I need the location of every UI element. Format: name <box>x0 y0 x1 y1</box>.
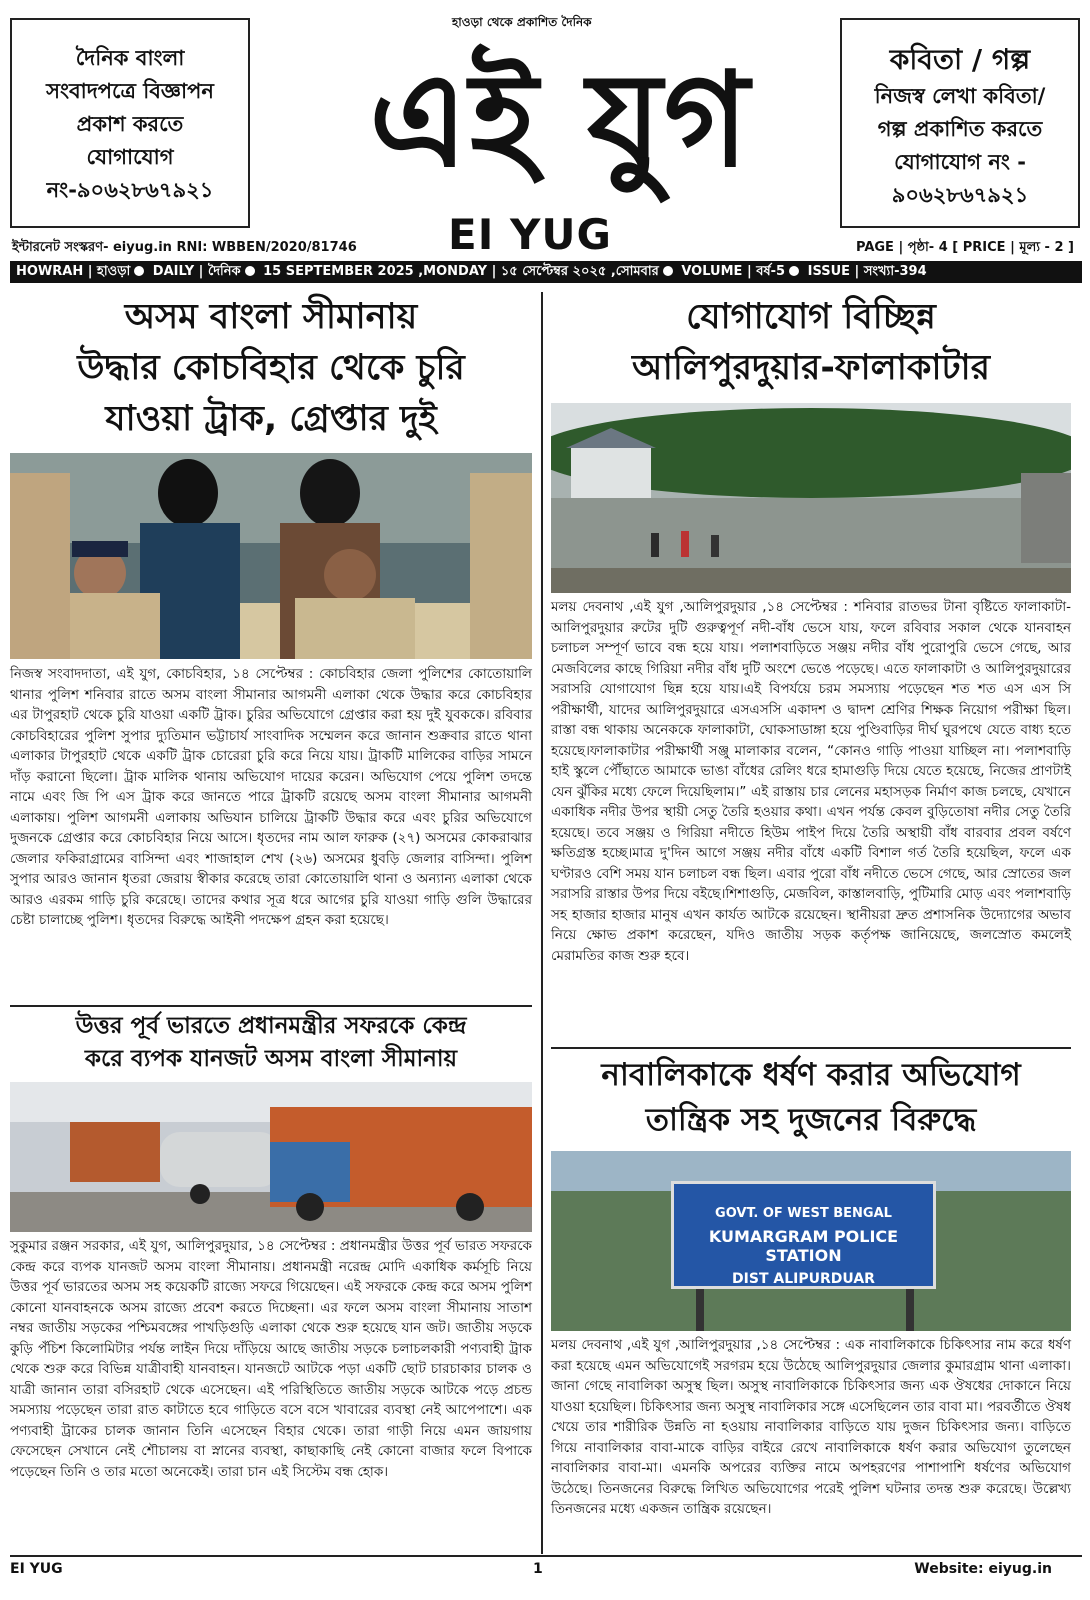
ad-line: নিজস্ব লেখা কবিতা/ <box>874 84 1046 108</box>
headline-line: তান্ত্রিক সহ দুজনের বিরুদ্ধে <box>645 1102 977 1138</box>
info-date: 15 SEPTEMBER 2025 ,MONDAY | ১৫ সেপ্টেম্বর ২০২৫ ,সোমবার <box>263 264 659 279</box>
masthead-english-title: EI YUG <box>448 210 612 259</box>
article-body: মলয় দেবনাথ ,এই যুগ ,আলিপুরদুয়ার ,১৪ সেপ্টেম্বর : এক নাবালিকাকে চিকিৎসার নাম করে ধর্ষণ করা হয়েছে এমন অভিযোগেই সরগরম হয়ে উঠেছে আলিপুরদুয়ার জেলার কুমারগ্রাম থানা এলাকা। জানা গেছে নাবালিকা অসুস্থ ছিল। অসুস্থ নাবালিকাকে চিকিৎসার জন্য এক ঔষধের দোকানে নিয়ে যাওয়া হয়েছিল। চিকিৎসার জন্য অসুস্থ নাবালিকার সঙ্গে এসেছিলেন তার বাবা মা। পরবর্তীতে ঔষধ খেয়ে তার শারীরিক উন্নতি না হওয়ায় নাবালিকার বাড়িতে যায় দুজন চিকিৎসার জন্য। বাড়িতে গিয়ে নাবালিকার বাবা-মাকে বাড়ির বাইরে রেখে নাবালিকাকে ধর্ষণ করার অভিযোগ তুলেছেন নাবালিকার বাবা-মা। এমনকি অপরের ব্যক্তির নামে অপহরণের পাশাপাশি ধর্ষণের অভিযোগ উঠেছে। তিনজনের বিরুদ্ধে লিখিত অভিযোগের পরেই পুলিশ ঘটনার তদন্ত শুরু করেছে। উল্লেখ্য তিনজনের মধ্যে একজন তান্ত্রিক রয়েছেন। <box>551 1337 1071 1517</box>
ad-right-title: কবিতা / গল্প <box>889 43 1031 76</box>
headline-line: উত্তর পূর্ব ভারতে প্রধানমন্ত্রীর সফরকে কেন্দ্র <box>75 1013 467 1039</box>
article-minor-assault <box>551 1053 1071 1520</box>
ad-line: যোগাযোগ নং - <box>894 150 1026 174</box>
article-body: নিজস্ব সংবাদদাতা, এই যুগ, কোচবিহার, ১৪ সেপ্টেম্বর : কোচবিহার জেলা পুলিশের কোতোয়ালি থানার পুলিশ শনিবার রাতে অসম বাংলা সীমানার আগমনী এলাকা থেকে উদ্ধার করে কোচবিহার এর টাপুরহাট থেকে চুরি যাওয়া একটি ট্রাক। চুরির অভিযোগে গ্রেপ্তার করা হয় দুই যুবককে। রবিবার কোচবিহারের পুলিশ সুপার দ্যুতিমান ভট্টাচার্য সাংবাদিক সম্মেলন করে জানান শুক্রবার রাতে থানা এলাকার টাপুরহাট থেকে একটি ট্রাক চোরেরা চুরি করে নিয়ে যায়। ট্রাকটি মালিকের বাড়ির সামনে দাঁড় করানো ছিলো। ট্রাক মালিক থানায় অভিযোগ দায়ের করেন। অভিযোগ পেয়ে পুলিশ তদন্তে নামে এবং জি পি এস ট্রাক করে জানতে পারে ট্রাকটি রয়েছে অসম বাংলা সীমানার আগমনী এলাকায়। পুলিশ আগমনী এলাকায় অভিযান চালিয়ে ট্রাকটি উদ্ধার করে এবং চুরির অভিযোগে দুজনকে গ্রেপ্তার করে কোচবিহার নিয়ে আসে। ধৃতদের নাম আল ফারুক (২৭) অসমের কোকরাঝার জেলার ফকিরাগ্রামের বাসিন্দা এবং শাজাহাল শেখ (২৬) অসমের ধুবড়ি জেলার বাসিন্দা। পুলিশ সুপার আরও জানান ধৃতরা জেরায় স্বীকার করেছে তারা কোতোয়ালি থানা ও অন্যান্য এলাকা থেকে আরও এরকম গাড়ি চুরি করেছে। তাদের কথার সূত্র ধরে আগের চুরি যাওয়া গাড়ি গুলি উদ্ধারের চেষ্টা চালাচ্ছে পুলিশ। ধৃতদের বিরুদ্ধে আইনী পদক্ষেপ গ্রহন করা হয়েছে। <box>10 666 532 928</box>
ad-line: ৯০৬২৮৬৭৯২১ <box>891 183 1029 207</box>
headline-line: নাবালিকাকে ধর্ষণ করার অভিযোগ <box>601 1057 1021 1093</box>
article-photo-police-station-sign <box>551 1151 1071 1331</box>
article-photo-flooded-road <box>551 403 1071 593</box>
masthead-tagline: হাওড়া থেকে প্রকাশিত দৈনিক <box>452 15 592 29</box>
internet-edition: ইন্টারনেট সংস্করণ- eiyug.in RNI: WBBEN/2020/81746 <box>12 240 357 255</box>
article-headline <box>10 1010 532 1076</box>
footer-website: Website: eiyug.in <box>914 1561 1052 1577</box>
bullet-icon <box>134 266 144 276</box>
article-body: সুকুমার রঞ্জন সরকার, এই যুগ, আলিপুরদুয়ার, ১৪ সেপ্টেম্বর : প্রধানমন্ত্রীর উত্তর পূর্ব ভারত সফরকে কেন্দ্র করে ব্যপক যানজট অসম বাংলা সীমানায়। প্রধানমন্ত্রী নরেন্দ্র মোদি একাধিক কর্মসূচি নিয়ে উত্তর পূর্ব ভারতের অসম সহ কয়েকটি রাজ্যে সফরে গিয়েছেন। এই সফরকে কেন্দ্র করে অসম পুলিশ কোনো যানবাহনকে অসম রাজ্যে প্রবেশ করতে দিচ্ছেনা। এর ফলে অসম বাংলা সীমানায় সাতাশ নম্বর জাতীয় সড়কের পশ্চিমবঙ্গের পাখড়িগুড়ি এলাকা থেকে শুরু হয়েছে যান জট। জাতীয় সড়কে কুড়ি পঁচিশ কিলোমিটার পর্যন্ত লাইন দিয়ে দাঁড়িয়ে আছে জাতীয় সড়কে চলাচলকারী পণ্যবাহী ট্রাক থেকে শুরু করে বিভিন্ন যাত্রীবাহী যানবাহন। যানজটে আটকে পড়া একটি ছোট চারচাকার চালক ও যাত্রী জানান তারা বসিরহাট থেকে এসেছেন। এই পরিস্থিতিতে জাতীয় সড়কে আটকে পড়ে প্রচন্ড সমস্যায় পড়েছেন তারা রাত কাটাতে হবে গাড়িতে বসে বসে খাবারের ব্যবস্থা নেই আপেপাশে। এক পণ্যবাহী ট্রাকের চালক জানান তিনি এসেছেন বিহার থেকে। তারা গাড়ী নিয়ে এমন জায়গায় ফেসেছেন সেখানে নেই শৌচালয় বা স্নানের ব্যবস্থা, কাছাকাছি নেই কোনো বাজার ফলে বিপাকে পড়েছেন তিনি ও তার মতো অনেকেই। তারা চান এই সিস্টেম বন্ধ হোক। <box>10 1238 532 1480</box>
bullet-icon <box>663 266 673 276</box>
article-connectivity-cut <box>551 292 1071 966</box>
page-price: PAGE | পৃষ্ঠা- 4 [ PRICE | মূল্য - 2 ] <box>855 240 1074 255</box>
photo-police-press-illustration <box>10 453 532 659</box>
ad-line: নং-৯০৬২৮৬৭৯২১ <box>46 178 214 202</box>
article-headline <box>551 292 1071 394</box>
section-divider <box>551 1047 1071 1049</box>
sign-line: GOVT. OF WEST BENGAL <box>715 1206 892 1221</box>
masthead-logo: এই যুগ <box>369 43 751 196</box>
headline-line: আলিপুরদুয়ার-ফালাকাটার <box>632 348 990 388</box>
page-footer <box>10 1555 1082 1577</box>
headline-line: উদ্ধার কোচবিহার থেকে চুরি <box>77 348 465 388</box>
article-traffic-jam <box>10 1010 532 1482</box>
ad-line: প্রকাশ করতে <box>76 112 184 136</box>
bullet-icon <box>245 266 255 276</box>
photo-trucks-illustration <box>10 1082 532 1232</box>
headline-line: যোগাযোগ বিচ্ছিন্ন <box>686 297 936 337</box>
ad-line: গল্প প্রকাশিত করতে <box>877 117 1043 141</box>
section-divider <box>10 1005 532 1007</box>
article-photo-trucks <box>10 1082 532 1232</box>
article-body: মলয় দেবনাথ ,এই যুগ ,আলিপুরদুয়ার ,১৪ সেপ্টেম্বর : শনিবার রাতভর টানা বৃষ্টিতে ফালাকাটা-আলিপুরদুয়ার রুটের দুটি গুরুত্বপূর্ণ নদী-বাঁধ ভেসে যায়, ফলে রবিবার সকাল থেকে যানবাহন চলাচল সম্পূর্ণ ভাবে বন্ধ হয়ে যায়। পলাশবাড়িতে সঞ্জয় নদীর বাঁধ পুরোপুরি ভেসে গেছে, আর মেজবিলের কাছে গিরিয়া নদীর বাঁধ দুটি অংশে ভেঙে পড়েছে। এতে ফালাকাটা ও আলিপুরদুয়ারের সরাসরি যোগাযোগ ছিন্ন হয়ে যায়।এই বিপর্যয়ে চরম সমস্যায় পড়েছেন শত শত এস এস সি পরীক্ষার্থী, যাদের আলিপুরদুয়ারে এসএসসি একাদশ ও দ্বাদশ শ্রেণির শিক্ষক নিয়োগ পরীক্ষা ছিল। রাস্তা বন্ধ থাকায় অনেককে ফালাকাটা, ঘোকসাডাঙ্গা হয়ে পুণ্ডিবাড়ির দীর্ঘ ঘুরপথে যেতে বাধ্য হতে হয়েছে।ফালাকাটার পরীক্ষার্থী সঞ্জু মালাকার বলেন, “কোনও গাড়ি পাওয়া যাচ্ছিল না। পলাশবাড়ি হাই স্কুলে পৌঁছাতে আমাকে ভাঙা বাঁধের রেলিং ধরে হামাগুড়ি দিয়ে যেতে হয়েছে, নিজের প্রাণটাই যেন ঝুঁকির মধ্যে ফেলে দিয়েছিলাম।” এই রাস্তায় চার লেনের মহাসড়ক নির্মাণ কাজ চলছে, যেখানে একাধিক নদীর উপর স্থায়ী সেতু তৈরি হওয়ার কথা। এখন পর্যন্ত কেবল বুড়িতোষা নদীর সেতু তৈরি হয়েছে। তবে সঞ্জয় ও গিরিয়া নদীতে হিউম পাইপ দিয়ে তৈরি অস্থায়ী বাঁধ বারবার প্রবল বর্ষণে ক্ষতিগ্রস্ত হচ্ছে।মাত্র দু'দিন আগে সঞ্জয় নদীর বাঁধে একটি বিশাল গর্ত তৈরি হয়েছিল, ফলে এক ঘণ্টারও বেশি সময় যান চলাচল বন্ধ ছিল। এবার পুরো বাঁধ নদীতে ভেসে গেছে, আর স্রোতের জল সরাসরি রাস্তার উপর দিয়ে বইছে।শিশাগুড়ি, মেজবিল, কাস্তালবাড়ি, পুটিমারি মোড় এবং পলাশবাড়ি সহ হাজার হাজার মানুষ এখন কার্যত আটকে রয়েছেন। স্থানীয়রা দ্রুত প্রশাসনিক উদ্যোগের অভাব নিয়ে ক্ষোভ প্রকাশ করেছেন, যদিও জাতীয় সড়ক কর্তৃপক্ষ জানিয়েছে, জলস্রোত কমলেই মেরামতির কাজ শুরু হবে। <box>551 599 1071 964</box>
info-place: HOWRAH | হাওড়া <box>16 264 131 279</box>
column-divider <box>541 292 543 1554</box>
headline-line: করে ব্যপক যানজট অসম বাংলা সীমানায় <box>84 1046 458 1072</box>
headline-line: যাওয়া ট্রাক, গ্রেপ্তার দুই <box>105 399 437 439</box>
article-truck-recovery <box>10 292 532 931</box>
meta-row <box>12 238 1082 259</box>
sign-line: KUMARGRAM POLICE STATION <box>708 1227 899 1265</box>
article-headline <box>551 1053 1071 1143</box>
info-bar <box>10 261 1082 283</box>
info-frequency: DAILY | দৈনিক <box>152 264 241 279</box>
sign-post <box>696 1289 704 1331</box>
article-headline <box>10 292 532 445</box>
ad-box-right <box>840 18 1080 228</box>
sign-line: DIST ALIPURDUAR <box>732 1271 875 1287</box>
footer-publication: EI YUG <box>10 1561 63 1577</box>
ad-line: যোগাযোগ <box>86 145 174 169</box>
footer-page-number: 1 <box>533 1561 543 1577</box>
ad-line: দৈনিক বাংলা <box>75 46 185 70</box>
bullet-icon <box>789 266 799 276</box>
info-issue: ISSUE | সংখ্যা-394 <box>807 264 927 279</box>
info-volume: VOLUME | বর্ষ-5 <box>681 264 786 279</box>
article-photo-police-press <box>10 453 532 659</box>
photo-flood-illustration <box>551 403 1071 593</box>
sign-post <box>906 1289 914 1331</box>
ad-box-left <box>10 18 250 228</box>
headline-line: অসম বাংলা সীমানায় <box>124 297 418 337</box>
ad-line: সংবাদপত্রে বিজ্ঞাপন <box>46 79 214 103</box>
police-station-signboard <box>671 1181 936 1289</box>
